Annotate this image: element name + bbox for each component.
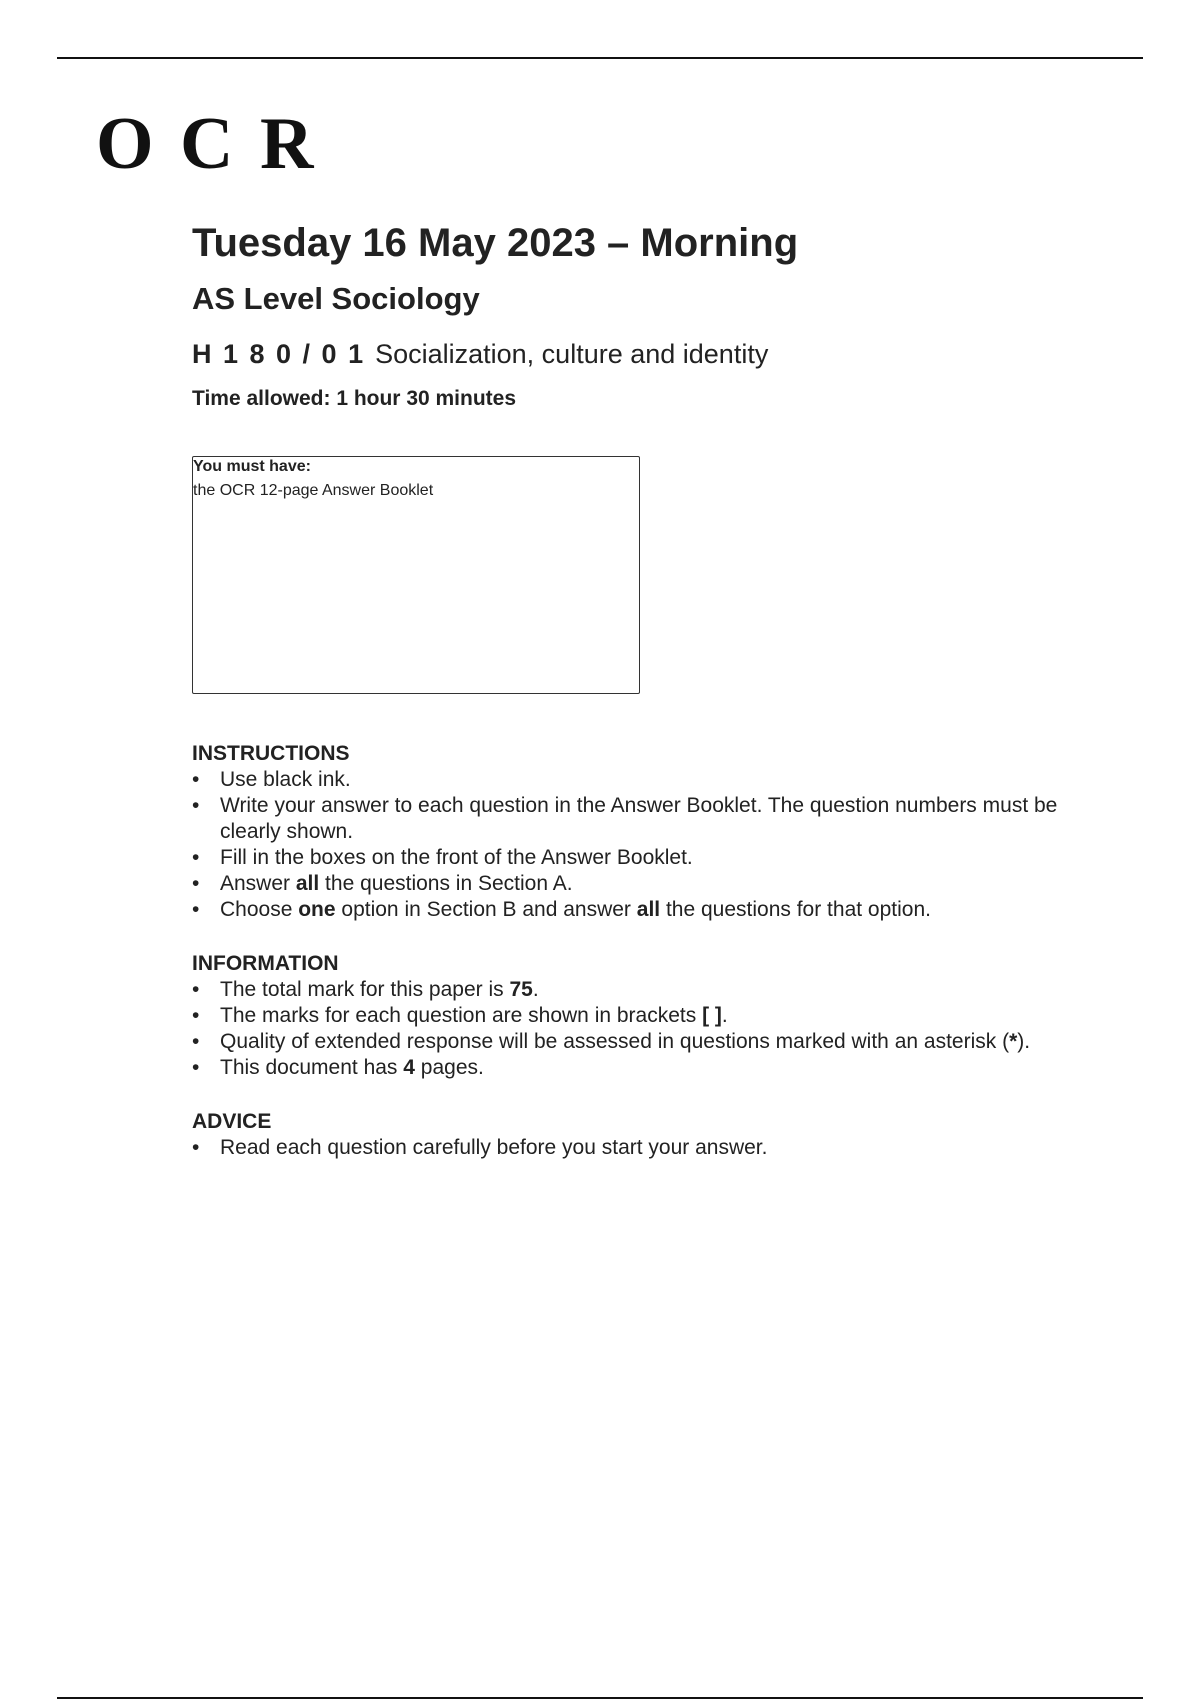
unit-title xyxy=(192,337,768,371)
must-have-item: the OCR 12-page Answer Booklet xyxy=(193,482,434,499)
list-item: • Use black ink. xyxy=(192,768,351,791)
list-item: • Write your answer to each question in the Answer Booklet. The question numbers must be clearly shown. xyxy=(192,794,1058,843)
must-have-heading: You must have: xyxy=(193,458,311,475)
unit-name: Socialization, culture and identity xyxy=(375,339,769,369)
list-item: • Choose one option in Section B and answer all the questions for that option. xyxy=(192,898,931,921)
list-item: • This document has 4 pages. xyxy=(192,1056,484,1079)
information-list xyxy=(192,977,1092,1081)
ocr-logo: O C R xyxy=(96,103,318,185)
qualification-level: AS Level Sociology xyxy=(192,281,480,316)
list-item: • Fill in the boxes on the front of the Answer Booklet. xyxy=(192,846,693,869)
bullet: • xyxy=(192,978,200,1001)
advice-list xyxy=(192,1135,1092,1161)
instructions-list xyxy=(192,767,1092,923)
bullet: • xyxy=(192,898,200,921)
bullet: • xyxy=(192,846,200,869)
bullet: • xyxy=(192,794,200,817)
must-have-box xyxy=(192,456,640,694)
instructions-heading: INSTRUCTIONS xyxy=(192,742,350,765)
list-item: • The marks for each question are shown in brackets [ ]. xyxy=(192,1004,728,1027)
list-item: • Quality of extended response will be assessed in questions marked with an asterisk (*). xyxy=(192,1030,1031,1053)
bullet: • xyxy=(192,768,200,791)
list-item: • Answer all the questions in Section A. xyxy=(192,872,573,895)
exam-date: Tuesday 16 May 2023 – Morning xyxy=(192,221,799,265)
bullet: • xyxy=(192,872,200,895)
unit-code: H 1 8 0 / 0 1 xyxy=(192,339,366,369)
information-section xyxy=(192,951,1092,1081)
advice-section xyxy=(192,1109,1092,1161)
time-allowed: Time allowed: 1 hour 30 minutes xyxy=(192,387,517,410)
bullet: • xyxy=(192,1056,200,1079)
instructions-section xyxy=(192,741,1092,923)
list-item: • The total mark for this paper is 75. xyxy=(192,978,539,1001)
bullet: • xyxy=(192,1136,200,1159)
advice-heading: ADVICE xyxy=(192,1110,272,1133)
information-heading: INFORMATION xyxy=(192,952,339,975)
bullet: • xyxy=(192,1004,200,1027)
bottom-rule xyxy=(57,1697,1143,1699)
bullet: • xyxy=(192,1030,200,1053)
list-item: • Read each question carefully before you start your answer. xyxy=(192,1136,768,1159)
top-rule xyxy=(57,57,1143,59)
